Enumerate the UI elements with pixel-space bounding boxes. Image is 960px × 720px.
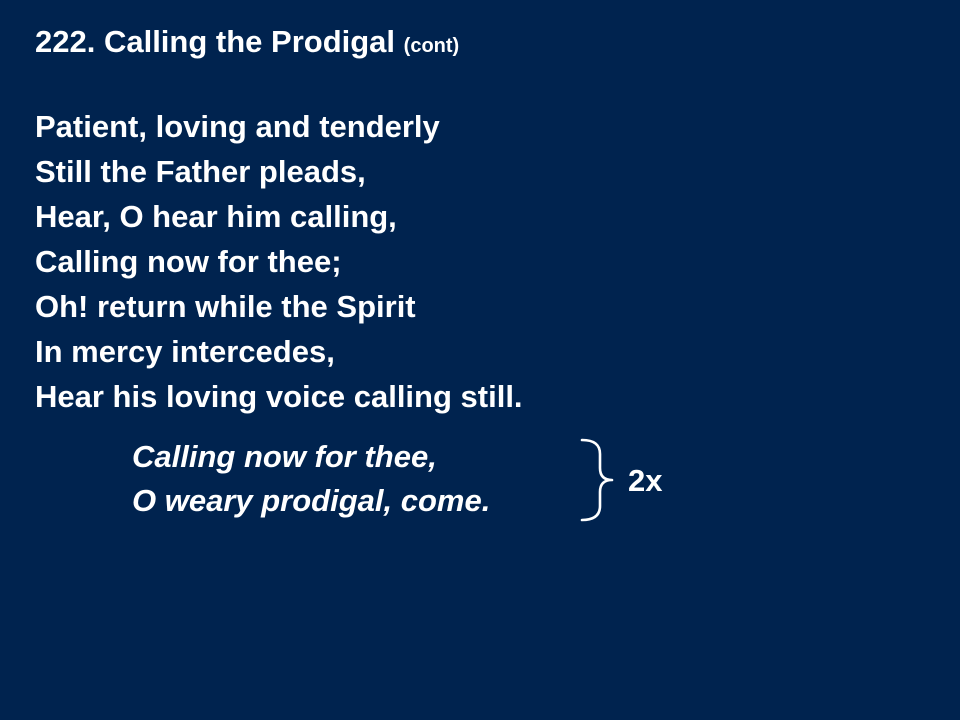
right-curly-brace-icon	[578, 438, 618, 522]
chorus-line: Calling now for thee,	[132, 439, 437, 474]
verse-line: Patient, loving and tenderly	[35, 109, 440, 144]
song-title-text: 222. Calling the Prodigal	[35, 24, 396, 59]
song-title-cont: (cont)	[403, 35, 460, 57]
verse-line: In mercy intercedes,	[35, 334, 335, 369]
verse-line: Oh! return while the Spirit	[35, 289, 416, 324]
verse-line: Still the Father pleads,	[35, 154, 366, 189]
verse-line: Calling now for thee;	[35, 244, 342, 279]
verse-line: Hear, O hear him calling,	[35, 199, 397, 234]
repeat-marker: 2x	[628, 463, 663, 498]
verse-line: Hear his loving voice calling still.	[35, 379, 523, 414]
chorus-line: O weary prodigal, come.	[132, 483, 491, 518]
song-title	[35, 22, 459, 66]
verse-lyrics	[35, 104, 523, 419]
chorus-lyrics	[132, 435, 490, 523]
